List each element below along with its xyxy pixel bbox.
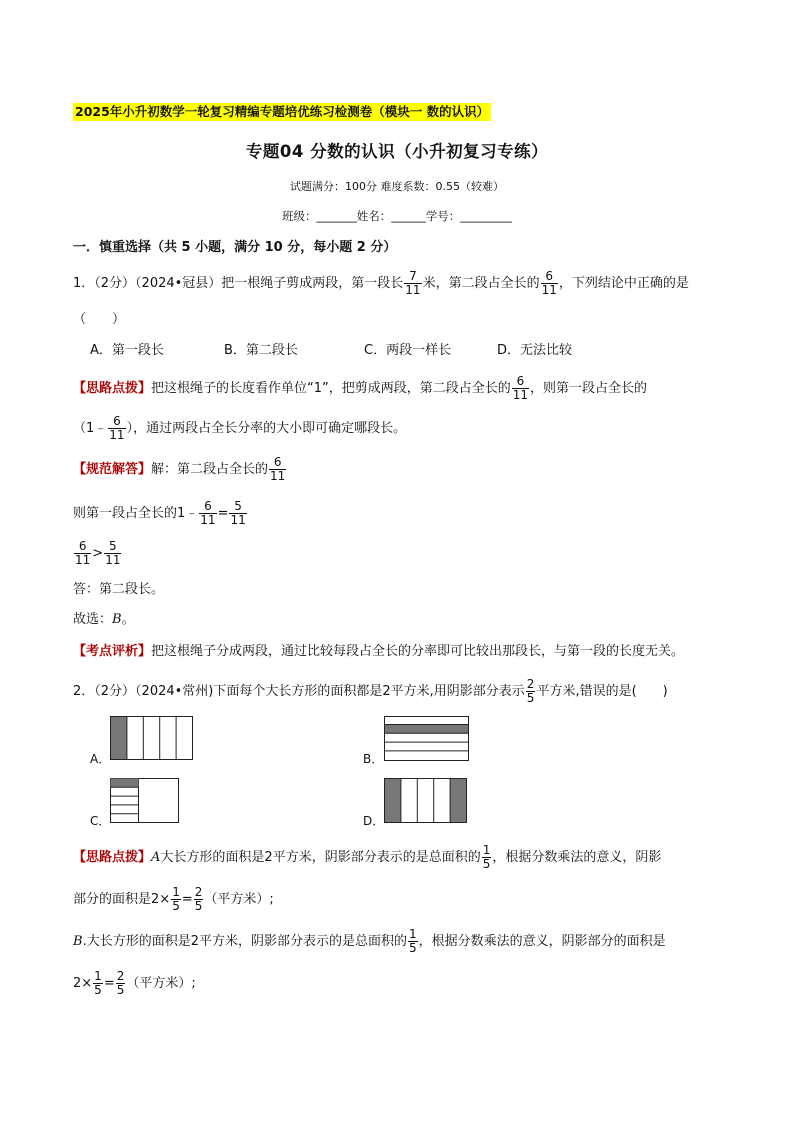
q1-choice: 故选：B。 (73, 612, 135, 627)
q1-hint: 【思路点拨】把这根绳子的长度看作单位“1”，把剪成两段，第二段占全长的 $\frac{6}{11}$ ，则第一段占全长的 (73, 374, 648, 402)
exam-meta: 试题满分：100分 难度系数：0.55（较难） (290, 180, 504, 193)
student-info-line: 班级：_______姓名：______学号：_________ (282, 209, 512, 223)
q1-stem: 1．（2分）（2024•冠县）把一根绳子剪成两段，第一段长 $\frac{7}{11}$ 米，第二段占全长的 $\frac{6}{11}$ ，下列结论中正确的是 (73, 269, 689, 297)
q2-label-d: D． (363, 814, 385, 828)
q2-hint-a-cont: 部分的面积是2× $\frac{1}{5}$ = $\frac{2}{5}$ （平方米）; (73, 885, 274, 913)
q1-comparison: $\frac{6}{11}$ > $\frac{5}{11}$ (75, 539, 121, 567)
fraction: $\frac{6}{11}$ (541, 269, 557, 297)
q2-label-b: B． (363, 752, 384, 766)
q1-answer-paren: （ ） (73, 312, 126, 327)
q1-option-c: C．两段一样长 (364, 343, 452, 358)
q1-solution: 【规范解答】解：第二段占全长的 $\frac{6}{11}$ (73, 455, 286, 483)
q2-label-a: A． (90, 752, 111, 766)
q2-figure-b (384, 716, 470, 762)
q2-label-c: C． (90, 814, 111, 828)
q2-figure-a (110, 716, 194, 762)
q2-figure-d (384, 778, 468, 824)
q1-hint-cont: （1﹣ $\frac{6}{11}$ ），通过两段占全长分率的大小即可确定哪段长。 (73, 414, 407, 442)
shaded-part (111, 717, 127, 760)
fraction: $\frac{7}{11}$ (405, 269, 421, 297)
q2-hint-b: B.大长方形的面积是2平方米，阴影部分表示的是总面积的 $\frac{1}{5}$ ，根据分数乘法的意义，阴影部分的面积是 (73, 927, 666, 955)
q1-option-b: B．第二段长 (224, 343, 298, 358)
q2-hint-b-cont: 2× $\frac{1}{5}$ = $\frac{2}{5}$ （平方米）; (73, 969, 196, 997)
q2-hint-a: 【思路点拨】A大长方形的面积是2平方米，阴影部分表示的是总面积的 $\frac{1}{5}$ ，根据分数乘法的意义，阴影 (73, 843, 662, 871)
shaded-part (385, 779, 401, 823)
section-heading: 一．慎重选择（共 5 小题，满分 10 分，每小题 2 分） (73, 240, 397, 255)
shaded-part (450, 779, 466, 823)
q2-figure-c (110, 778, 180, 824)
document-banner: 2025年小升初数学一轮复习精编专题培优练习检测卷（模块一 数的认识） (75, 104, 490, 119)
page-title: 专题04 分数的认识（小升初复习专练） (245, 142, 549, 161)
q1-solution-step: 则第一段占全长的1﹣ $\frac{6}{11}$ = $\frac{5}{11}$ (73, 499, 246, 527)
shaded-part (111, 779, 139, 788)
q1-option-d: D．无法比较 (497, 343, 573, 358)
q1-option-a: A．第一段长 (90, 343, 164, 358)
q1-answer: 答：第二段长。 (73, 582, 165, 597)
shaded-part (385, 725, 469, 734)
q2-stem: 2．（2分）（2024•常州)下面每个大长方形的面积都是2平方米,用阴影部分表示 $\frac{2}{5}$ 平方米,错误的是( ) (73, 677, 668, 705)
q1-evaluation: 【考点评析】把这根绳子分成两段，通过比较每段占全长的分率即可比较出那段长，与第一段的长度无关。 (73, 644, 685, 659)
